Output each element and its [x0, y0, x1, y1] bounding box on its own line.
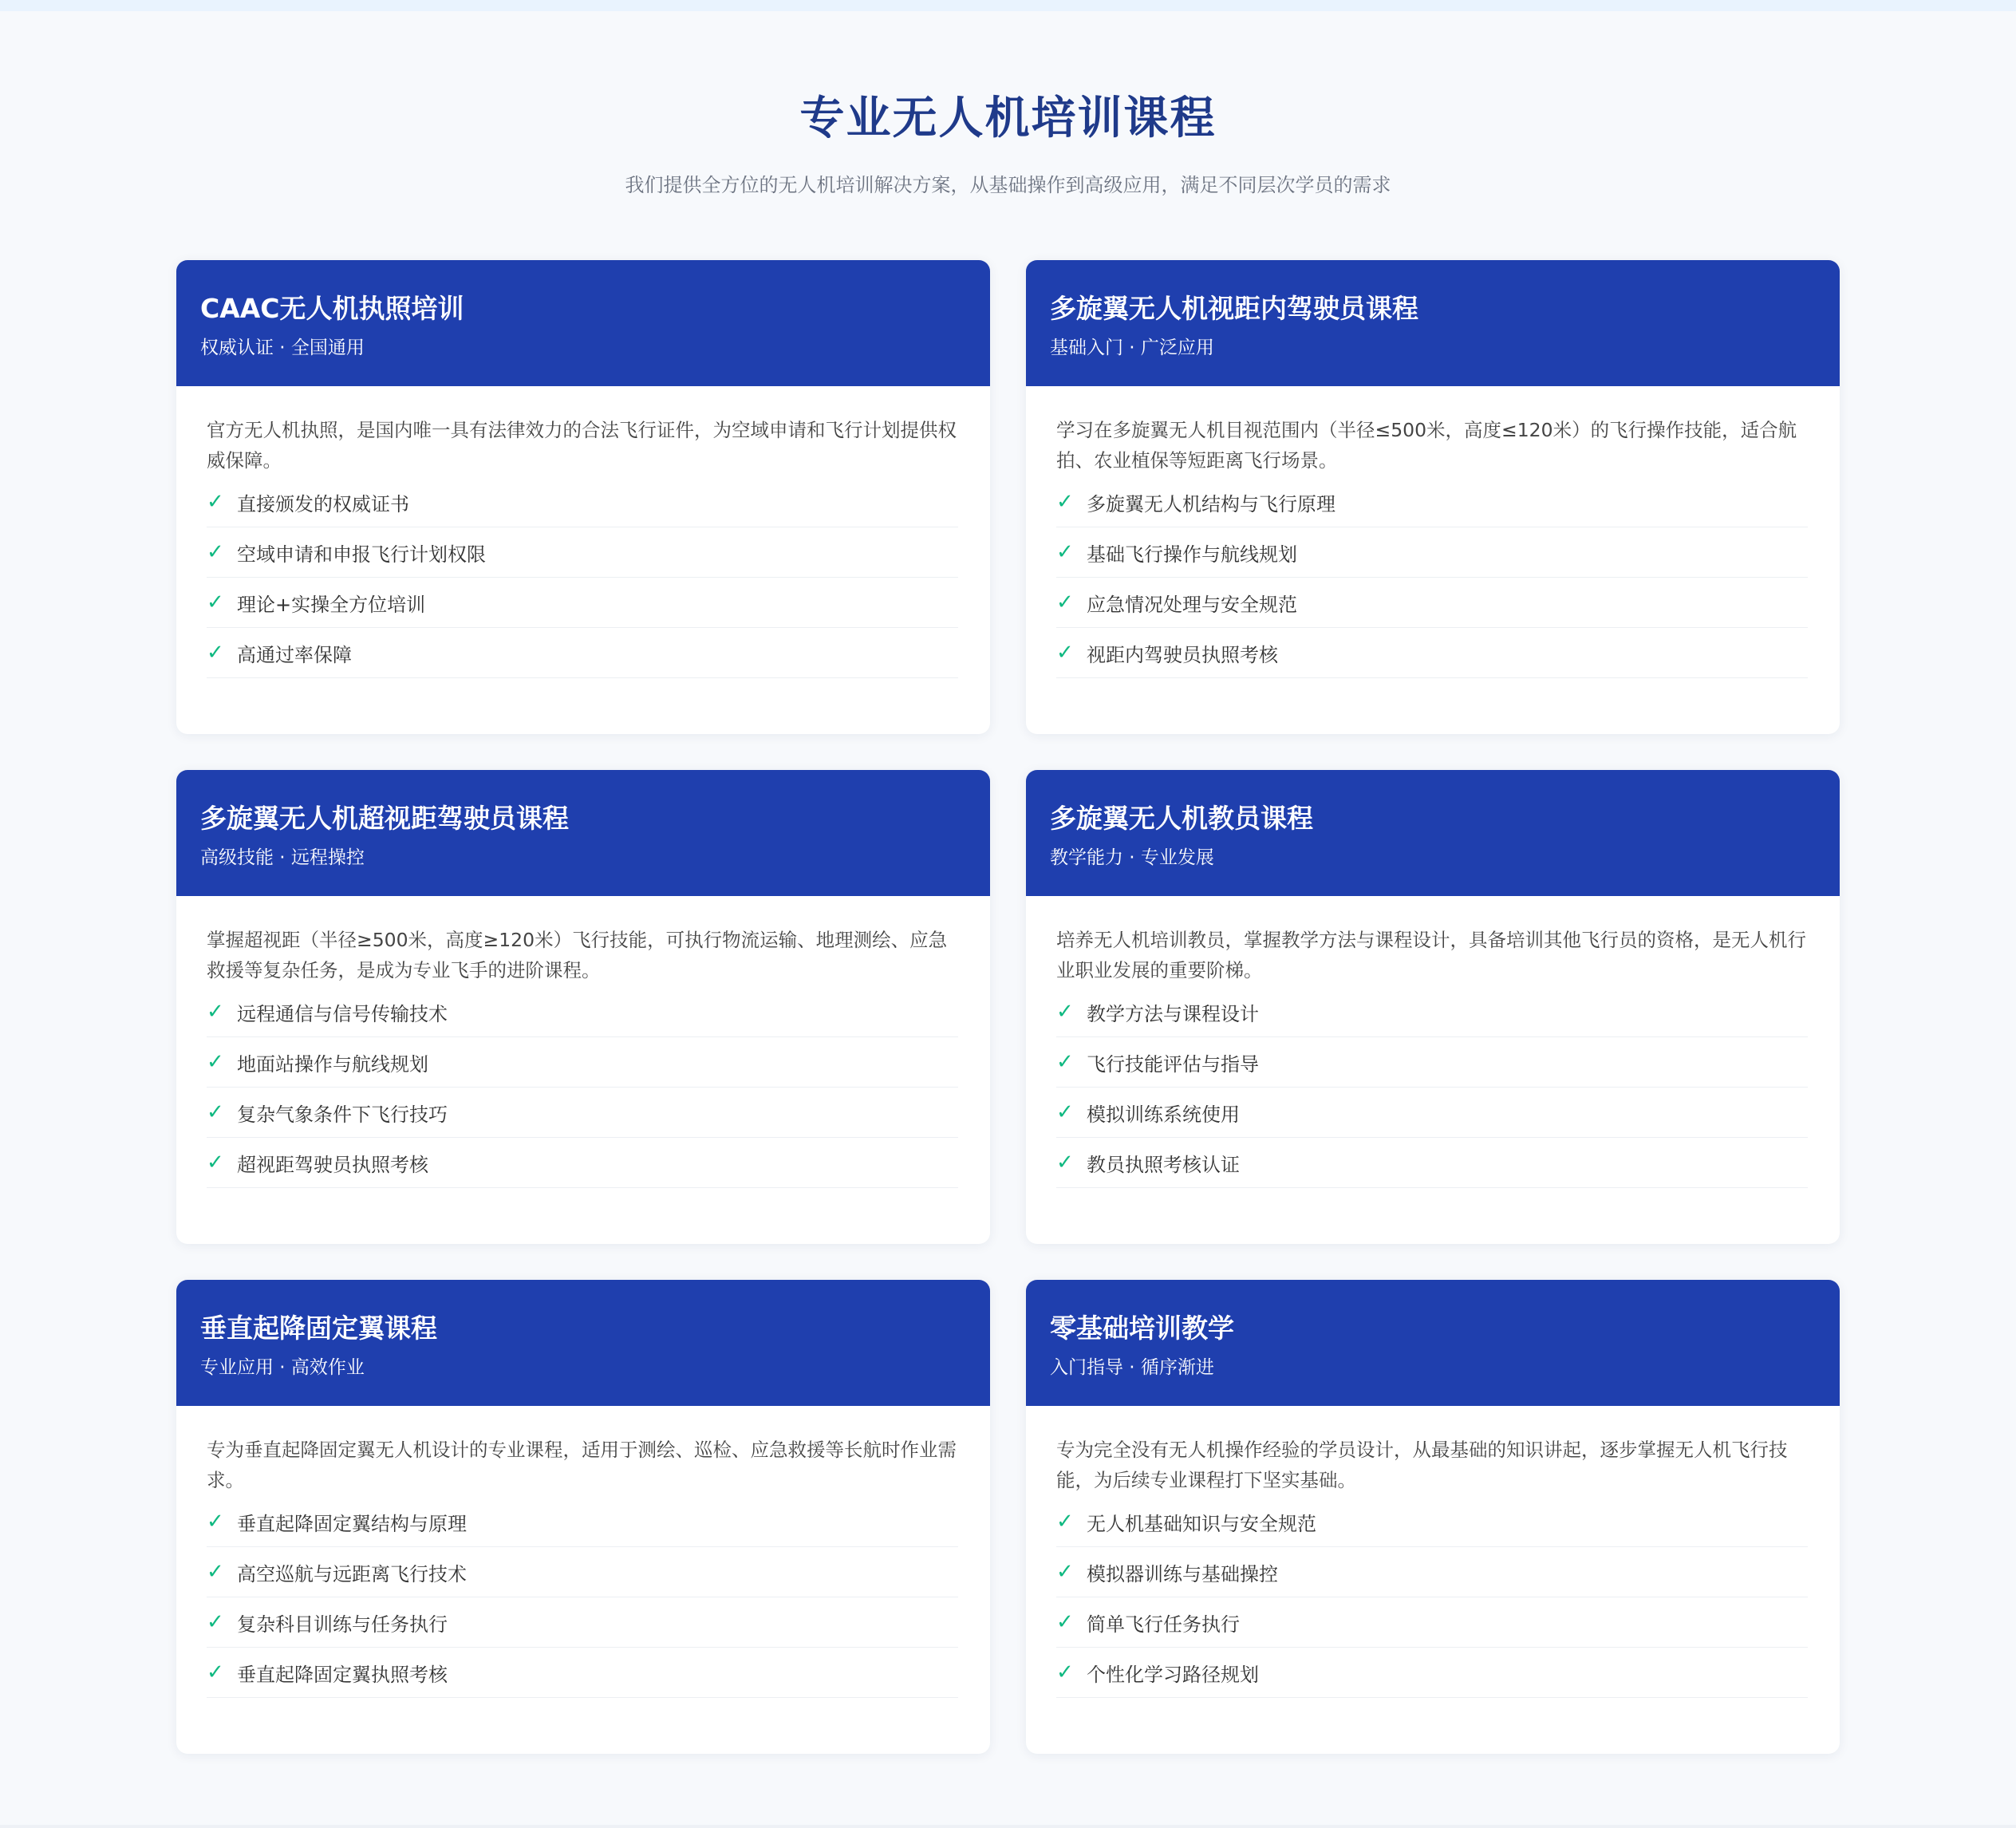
- feature-list: [1056, 1497, 1808, 1698]
- feature-item: [207, 1547, 958, 1597]
- card-tagline: 权威认证 · 全国通用: [200, 338, 365, 358]
- feature-item: [207, 1088, 958, 1138]
- course-card-instructor[interactable]: [1026, 770, 1840, 1244]
- feature-item: [1056, 628, 1808, 678]
- feature-text: 模拟训练系统使用: [1087, 1103, 1240, 1126]
- feature-text: 理论+实操全方位培训: [237, 593, 426, 616]
- feature-text: 垂直起降固定翼执照考核: [237, 1663, 448, 1686]
- card-body: [1026, 1406, 1840, 1698]
- card-body: [176, 896, 990, 1188]
- feature-item: [1056, 1088, 1808, 1138]
- course-card-caac[interactable]: [176, 260, 990, 734]
- card-body: [1026, 896, 1840, 1188]
- check-icon: ✓: [1056, 1100, 1074, 1124]
- card-title: 垂直起降固定翼课程: [200, 1313, 437, 1344]
- card-tagline: 基础入门 · 广泛应用: [1050, 338, 1214, 358]
- feature-text: 视距内驾驶员执照考核: [1087, 643, 1278, 666]
- check-icon: ✓: [207, 1000, 224, 1024]
- feature-item: [1056, 527, 1808, 578]
- course-card-bvlos-pilot[interactable]: [176, 770, 990, 1244]
- check-icon: ✓: [207, 1050, 224, 1074]
- feature-list: [1056, 477, 1808, 678]
- feature-text: 个性化学习路径规划: [1087, 1663, 1259, 1686]
- card-tagline: 高级技能 · 远程操控: [200, 847, 365, 868]
- card-tagline: 入门指导 · 循序渐进: [1050, 1357, 1214, 1378]
- check-icon: ✓: [1056, 1050, 1074, 1074]
- card-header: [1026, 260, 1840, 386]
- feature-text: 模拟器训练与基础操控: [1087, 1562, 1278, 1585]
- feature-item: [207, 1648, 958, 1698]
- feature-text: 地面站操作与航线规划: [237, 1052, 428, 1076]
- card-description: 官方无人机执照，是国内唯一具有法律效力的合法飞行证件，为空域申请和飞行计划提供权威保障。: [207, 419, 957, 472]
- card-body: [176, 1406, 990, 1698]
- page-title: 专业无人机培训课程: [799, 93, 1217, 144]
- card-description: 学习在多旋翼无人机目视范围内（半径≤500米，高度≤120米）的飞行操作技能，适合航拍、农业植保等短距离飞行场景。: [1056, 419, 1797, 472]
- check-icon: ✓: [207, 1151, 224, 1175]
- feature-item: [1056, 1497, 1808, 1547]
- feature-list: [207, 987, 958, 1188]
- feature-text: 教学方法与课程设计: [1087, 1002, 1259, 1025]
- feature-item: [1056, 477, 1808, 527]
- card-header: [176, 770, 990, 896]
- card-title: 多旋翼无人机视距内驾驶员课程: [1050, 293, 1418, 324]
- feature-item: [207, 1597, 958, 1648]
- page-subtitle: 我们提供全方位的无人机培训解决方案，从基础操作到高级应用，满足不同层次学员的需求: [625, 174, 1391, 196]
- feature-item: [207, 477, 958, 527]
- card-header: [1026, 770, 1840, 896]
- card-title: 零基础培训教学: [1050, 1313, 1234, 1344]
- check-icon: ✓: [207, 641, 224, 665]
- check-icon: ✓: [207, 590, 224, 614]
- card-body: [1026, 386, 1840, 678]
- feature-text: 无人机基础知识与安全规范: [1087, 1512, 1316, 1535]
- check-icon: ✓: [1056, 540, 1074, 564]
- card-header: [176, 1280, 990, 1406]
- card-title: CAAC无人机执照培训: [200, 293, 464, 324]
- check-icon: ✓: [1056, 490, 1074, 514]
- check-icon: ✓: [1056, 1000, 1074, 1024]
- feature-text: 飞行技能评估与指导: [1087, 1052, 1259, 1076]
- check-icon: ✓: [1056, 1610, 1074, 1634]
- card-header: [176, 260, 990, 386]
- card-body: [176, 386, 990, 678]
- feature-text: 远程通信与信号传输技术: [237, 1002, 448, 1025]
- feature-text: 应急情况处理与安全规范: [1087, 593, 1297, 616]
- course-card-beginner[interactable]: [1026, 1280, 1840, 1754]
- check-icon: ✓: [1056, 590, 1074, 614]
- feature-text: 高空巡航与远距离飞行技术: [237, 1562, 467, 1585]
- feature-item: [1056, 1037, 1808, 1088]
- check-icon: ✓: [1056, 1660, 1074, 1684]
- card-header: [1026, 1280, 1840, 1406]
- course-card-vlos-pilot[interactable]: [1026, 260, 1840, 734]
- feature-text: 高通过率保障: [237, 643, 352, 666]
- feature-item: [207, 987, 958, 1037]
- check-icon: ✓: [1056, 1510, 1074, 1534]
- feature-item: [1056, 1138, 1808, 1188]
- feature-text: 直接颁发的权威证书: [237, 492, 409, 515]
- feature-item: [207, 628, 958, 678]
- card-title: 多旋翼无人机超视距驾驶员课程: [200, 803, 569, 834]
- feature-item: [1056, 1648, 1808, 1698]
- check-icon: ✓: [207, 1100, 224, 1124]
- card-tagline: 教学能力 · 专业发展: [1050, 847, 1214, 868]
- card-title: 多旋翼无人机教员课程: [1050, 803, 1313, 834]
- feature-list: [1056, 987, 1808, 1188]
- feature-list: [207, 477, 958, 678]
- feature-item: [207, 1497, 958, 1547]
- feature-item: [207, 1037, 958, 1088]
- check-icon: ✓: [207, 1610, 224, 1634]
- top-strip: [0, 0, 2016, 11]
- feature-item: [1056, 578, 1808, 628]
- feature-item: [207, 527, 958, 578]
- feature-text: 空域申请和申报飞行计划权限: [237, 543, 486, 566]
- card-description: 培养无人机培训教员，掌握教学方法与课程设计，具备培训其他飞行员的资格，是无人机行业职业发展的重要阶梯。: [1056, 929, 1806, 981]
- bottom-strip: [0, 1825, 2016, 1828]
- feature-text: 多旋翼无人机结构与飞行原理: [1087, 492, 1335, 515]
- feature-text: 简单飞行任务执行: [1087, 1613, 1240, 1636]
- feature-text: 教员执照考核认证: [1087, 1153, 1240, 1176]
- check-icon: ✓: [207, 1660, 224, 1684]
- check-icon: ✓: [207, 1560, 224, 1584]
- feature-list: [207, 1497, 958, 1698]
- card-description: 专为完全没有无人机操作经验的学员设计，从最基础的知识讲起，逐步掌握无人机飞行技能，为后续专业课程打下坚实基础。: [1056, 1439, 1788, 1491]
- feature-text: 基础飞行操作与航线规划: [1087, 543, 1297, 566]
- check-icon: ✓: [1056, 1560, 1074, 1584]
- card-description: 专为垂直起降固定翼无人机设计的专业课程，适用于测绘、巡检、应急救援等长航时作业需求。: [207, 1439, 957, 1491]
- check-icon: ✓: [207, 1510, 224, 1534]
- feature-item: [1056, 987, 1808, 1037]
- feature-item: [207, 1138, 958, 1188]
- feature-text: 超视距驾驶员执照考核: [237, 1153, 428, 1176]
- feature-text: 复杂科目训练与任务执行: [237, 1613, 448, 1636]
- check-icon: ✓: [1056, 641, 1074, 665]
- check-icon: ✓: [207, 490, 224, 514]
- check-icon: ✓: [1056, 1151, 1074, 1175]
- card-tagline: 专业应用 · 高效作业: [200, 1357, 365, 1378]
- course-card-vtol-fixed-wing[interactable]: [176, 1280, 990, 1754]
- feature-item: [207, 578, 958, 628]
- card-description: 掌握超视距（半径≥500米，高度≥120米）飞行技能，可执行物流运输、地理测绘、应急救援等复杂任务，是成为专业飞手的进阶课程。: [207, 929, 948, 981]
- feature-text: 垂直起降固定翼结构与原理: [237, 1512, 467, 1535]
- check-icon: ✓: [207, 540, 224, 564]
- feature-item: [1056, 1597, 1808, 1648]
- feature-text: 复杂气象条件下飞行技巧: [237, 1103, 448, 1126]
- feature-item: [1056, 1547, 1808, 1597]
